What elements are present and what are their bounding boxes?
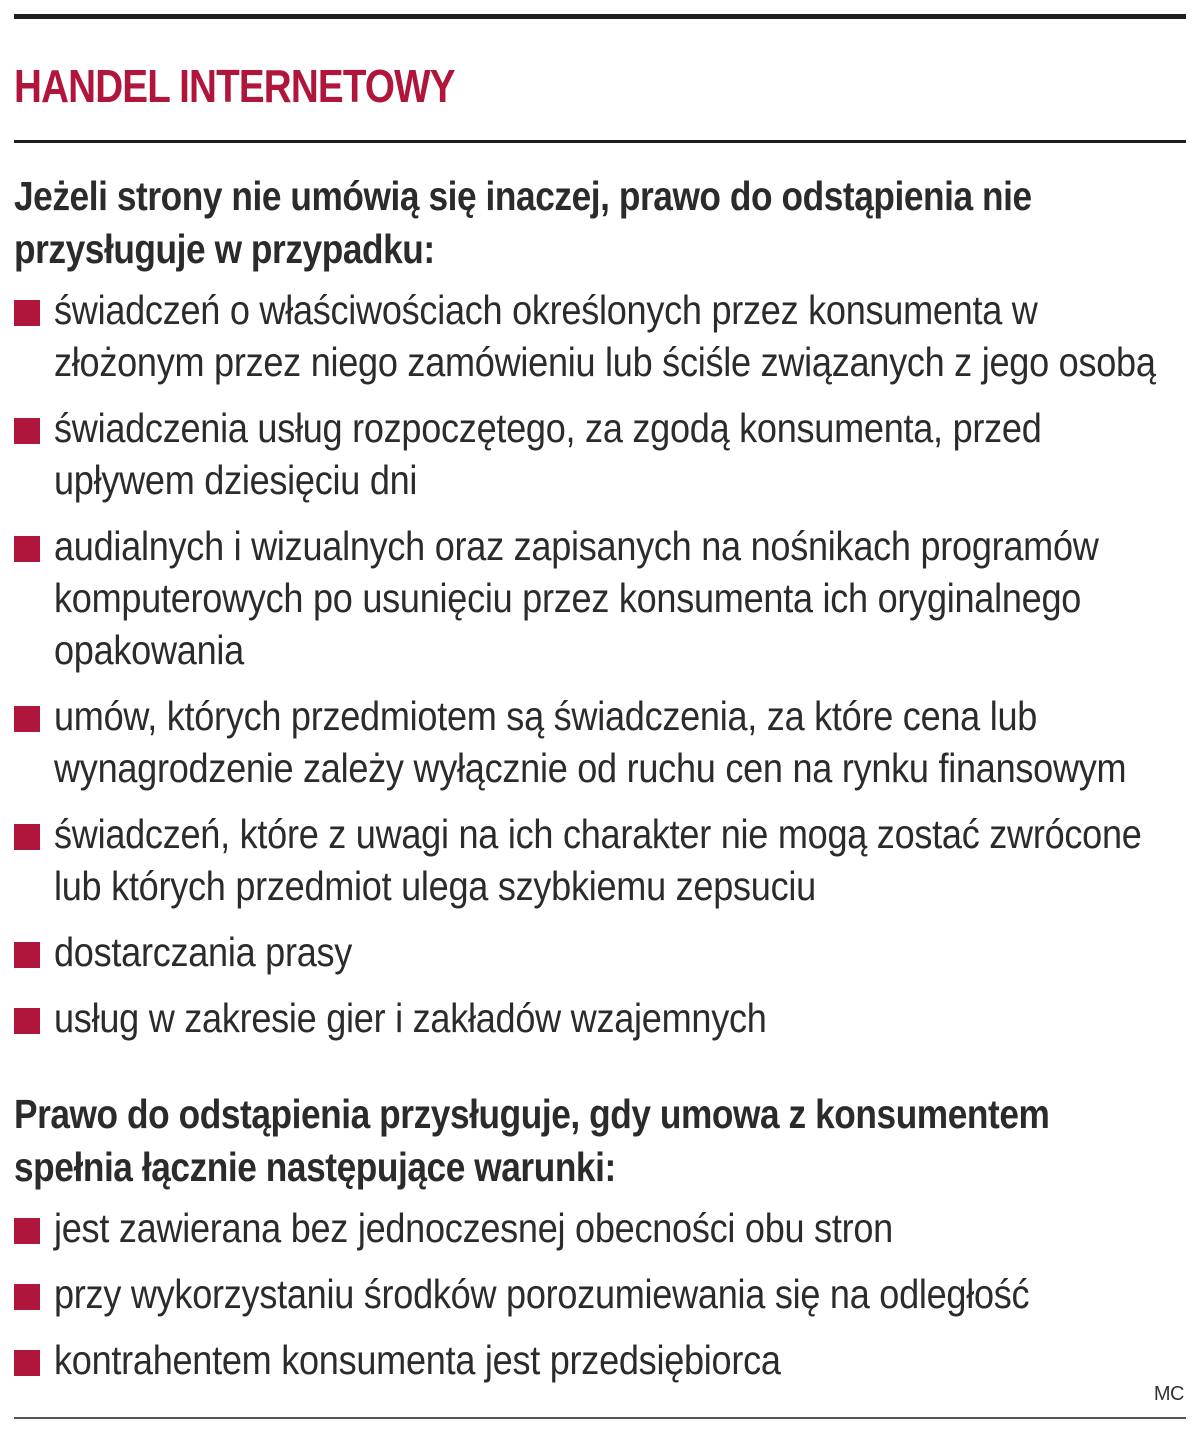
list-item-text: dostarczania prasy	[54, 929, 353, 975]
list-item	[14, 1268, 1186, 1320]
bullet-square-icon	[14, 300, 40, 326]
bottom-rule	[14, 1417, 1186, 1419]
list-item-text: audialnych i wizualnych oraz zapisanych na nośnikach programów komputerowych po usunięciu przez konsumenta ich oryginalnego opakowania	[54, 523, 1099, 673]
list-item-text: usług w zakresie gier i zakładów wzajemnych	[54, 995, 767, 1041]
list-item-text: jest zawierana bez jednoczesnej obecności obu stron	[54, 1205, 893, 1251]
bullet-square-icon	[14, 1284, 40, 1310]
list-item-text: świadczeń o właściwościach określonych przez konsumenta w złożonym przez niego zamówieniu lub ściśle związanych z jego osobą	[54, 287, 1156, 385]
bullet-square-icon	[14, 1008, 40, 1034]
section-1-list	[14, 284, 1186, 1044]
list-item-text: świadczeń, które z uwagi na ich charakter nie mogą zostać zwrócone lub których przedmiot ulega szybkiemu zepsuciu	[54, 811, 1142, 909]
title-rule	[14, 140, 1186, 143]
bullet-square-icon	[14, 418, 40, 444]
list-item	[14, 926, 1186, 978]
infobox	[14, 0, 1186, 1434]
list-item-text: przy wykorzystaniu środków porozumiewania się na odległość	[54, 1271, 1030, 1317]
list-item	[14, 1202, 1186, 1254]
section-2-list	[14, 1202, 1186, 1386]
bullet-square-icon	[14, 1350, 40, 1376]
bullet-square-icon	[14, 706, 40, 732]
bullet-square-icon	[14, 942, 40, 968]
bullet-square-icon	[14, 536, 40, 562]
list-item	[14, 690, 1186, 794]
list-item	[14, 1334, 1186, 1386]
list-item	[14, 992, 1186, 1044]
box-title: HANDEL INTERNETOWY	[14, 60, 455, 112]
section-2-intro: Prawo do odstąpienia przysługuje, gdy umowa z konsumentem spełnia łącznie następujące warunki:	[14, 1091, 1050, 1190]
bullet-square-icon	[14, 824, 40, 850]
list-item	[14, 808, 1186, 912]
list-item-text: świadczenia usług rozpoczętego, za zgodą konsumenta, przed upływem dziesięciu dni	[54, 405, 1042, 503]
content	[14, 170, 1186, 1400]
list-item-text: kontrahentem konsumenta jest przedsiębiorca	[54, 1337, 781, 1383]
top-rule	[14, 14, 1186, 19]
list-item-text: umów, których przedmiotem są świadczenia, za które cena lub wynagrodzenie zależy wyłącznie od ruchu cen na rynku finansowym	[54, 693, 1127, 791]
source-credit: MC	[1153, 1383, 1184, 1405]
list-item	[14, 402, 1186, 506]
section-1-intro: Jeżeli strony nie umówią się inaczej, prawo do odstąpienia nie przysługuje w przypadku:	[14, 173, 1032, 272]
list-item	[14, 520, 1186, 676]
bullet-square-icon	[14, 1218, 40, 1244]
list-item	[14, 284, 1186, 388]
